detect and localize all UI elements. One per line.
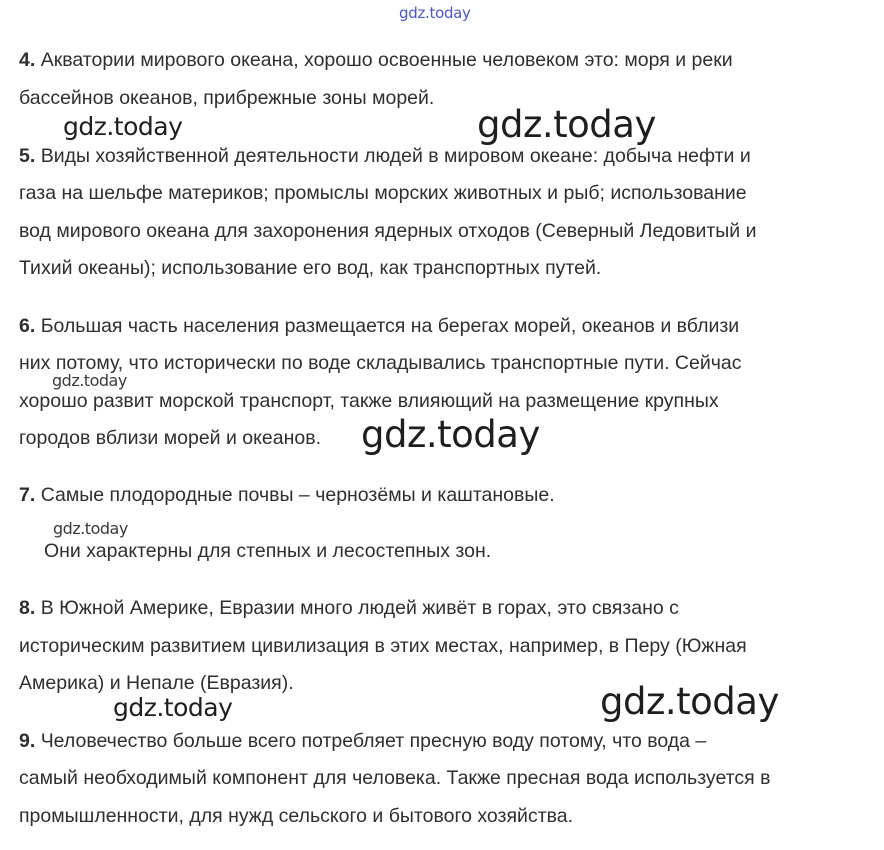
answer-8-line-3: Америка) и Непале (Евразия). xyxy=(19,672,294,694)
watermark: gdz.today xyxy=(52,371,127,390)
watermark: gdz.today xyxy=(63,112,183,141)
watermark: gdz.today xyxy=(113,693,233,722)
answer-7-number: 7. xyxy=(19,484,36,506)
answer-9-number: 9. xyxy=(19,730,36,752)
watermark: gdz.today xyxy=(53,519,128,538)
answer-6-line-3: хорошо развит морской транспорт, также влияющий на размещение крупных xyxy=(19,390,719,412)
answer-8-line-2: историческим развитием цивилизация в этих местах, например, в Перу (Южная xyxy=(19,635,747,657)
answer-4-line-2: бассейнов океанов, прибрежные зоны морей. xyxy=(19,87,435,109)
answer-5-line-2: газа на шельфе материков; промыслы морских животных и рыб; использование xyxy=(19,182,747,204)
answer-9-line-1 xyxy=(19,729,706,753)
answer-4-number: 4. xyxy=(19,49,36,71)
answer-6-line-2: них потому, что исторически по воде складывались транспортные пути. Сейчас xyxy=(19,352,742,374)
answer-5-line-4: Тихий океаны); использование его вод, как транспортных путей. xyxy=(19,257,602,279)
answer-4-line-1 xyxy=(19,48,733,72)
watermark: gdz.today xyxy=(477,103,656,146)
answer-6-text: Большая часть населения размещается на берегах морей, океанов и вблизи xyxy=(40,315,740,337)
answer-5-line-3: вод мирового океана для захоронения ядерных отходов (Северный Ледовитый и xyxy=(19,220,757,242)
answer-8-text: В Южной Америке, Евразии много людей живёт в горах, это связано с xyxy=(40,597,679,619)
answer-8-line-1 xyxy=(19,596,679,620)
answer-9-text: Человечество больше всего потребляет пресную воду потому, что вода – xyxy=(40,730,707,752)
answer-9-line-3: промышленности, для нужд сельского и бытового хозяйства. xyxy=(19,805,574,827)
answer-7-line-2: Они характерны для степных и лесостепных зон. xyxy=(44,540,492,562)
answer-6-number: 6. xyxy=(19,315,36,337)
answer-7-line-1 xyxy=(19,483,555,507)
answer-5-text: Виды хозяйственной деятельности людей в мировом океане: добыча нефти и xyxy=(40,145,751,167)
watermark: gdz.today xyxy=(600,680,779,723)
answer-4-text: Акватории мирового океана, хорошо освоенные человеком это: моря и реки xyxy=(40,49,733,71)
answer-6-line-4: городов вблизи морей и океанов. xyxy=(19,427,321,449)
answer-8-number: 8. xyxy=(19,597,36,619)
answer-9-line-2: самый необходимый компонент для человека. Также пресная вода используется в xyxy=(19,767,771,789)
answer-5-line-1 xyxy=(19,144,751,168)
answer-7-text: Самые плодородные почвы – чернозёмы и каштановые. xyxy=(40,484,555,506)
answer-6-line-1 xyxy=(19,314,739,338)
site-link[interactable]: gdz.today xyxy=(399,4,471,22)
watermark: gdz.today xyxy=(361,413,540,456)
answer-5-number: 5. xyxy=(19,145,36,167)
